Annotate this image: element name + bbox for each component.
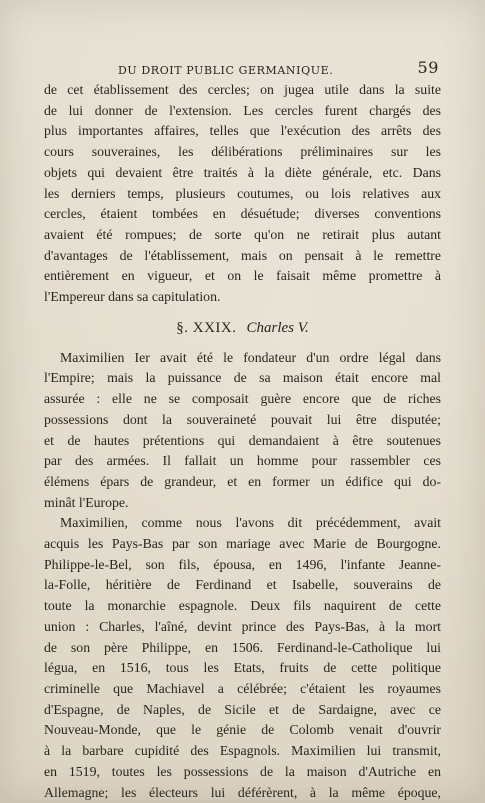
text-line: d'avantages de l'établissement, mais on pensait à le remettre [44, 246, 441, 267]
text-line: objets qui devaient être traités à la diète générale, etc. Dans [44, 163, 441, 184]
text-line: Maximilien Ier avait été le fondateur d'un ordre légal dans [44, 348, 441, 369]
running-head [44, 58, 441, 80]
section-number: §. XXIX. [176, 320, 236, 336]
page-number: 59 [417, 58, 439, 77]
paragraph-continuation [44, 80, 441, 308]
text-line: Maximilien, comme nous l'avons dit précédemment, avait [44, 513, 441, 534]
text-line: de lui donner de l'extension. Les cercles furent chargés des [44, 101, 441, 122]
running-title: DU DROIT PUBLIC GERMANIQUE. [118, 64, 333, 77]
text-line: légua, en 1516, tous les Etats, fruits de cette politique [44, 658, 441, 679]
text-line: de cet établissement des cercles; on jugea utile dans la suite [44, 80, 441, 101]
paragraph-maximilien-acquisitions [44, 513, 441, 803]
text-line: criminelle que Machiavel a célébrée; c'étaient les royaumes [44, 679, 441, 700]
text-line: élémens épars de grandeur, et en former un édifice qui do- [44, 472, 441, 493]
text-line: avaient été rompues; de sorte qu'on ne retirait plus autant [44, 225, 441, 246]
text-line: en 1519, toutes les possessions de la maison d'Autriche en [44, 762, 441, 783]
text-line: et de hautes prétentions qui demandaient à être soutenues [44, 431, 441, 452]
text-line: Allemagne; les électeurs lui déférèrent, à la même époque, [44, 783, 441, 803]
text-line: de son père Philippe, en 1506. Ferdinand-le-Catholique lui [44, 638, 441, 659]
text-line: les derniers temps, plusieurs coutumes, ou lois relatives aux [44, 184, 441, 205]
text-line: entièrement en vigueur, et on le faisait même promettre à [44, 266, 441, 287]
text-line: par des armées. Il fallait un homme pour rassembler ces [44, 451, 441, 472]
section-title: Charles V. [247, 320, 309, 336]
text-line: union : Charles, l'aîné, devint prince des Pays-Bas, à la mort [44, 617, 441, 638]
text-line: l'Empereur dans sa capitulation. [44, 287, 441, 308]
text-line: Philippe-le-Bel, son fils, épousa, en 1496, l'infante Jeanne- [44, 555, 441, 576]
text-line: possessions dont la souveraineté pouvait lui être disputée; [44, 410, 441, 431]
section-heading [44, 318, 441, 338]
text-line: plus importantes affaires, telles que l'exécution des arrêts des [44, 121, 441, 142]
text-line: d'Espagne, de Naples, de Sicile et de Sardaigne, avec ce [44, 700, 441, 721]
text-line: minât l'Europe. [44, 493, 441, 514]
text-line: à la barbare cupidité des Espagnols. Maximilien lui transmit, [44, 741, 441, 762]
body-text [44, 80, 441, 803]
text-line: cours souveraines, les délibérations préliminaires sur les [44, 142, 441, 163]
text-line: Nouveau-Monde, que le génie de Colomb venait d'ouvrir [44, 720, 441, 741]
text-line: toute la monarchie espagnole. Deux fils naquirent de cette [44, 596, 441, 617]
text-line: acquis les Pays-Bas par son mariage avec Marie de Bourgogne. [44, 534, 441, 555]
text-line: assurée : elle ne se composait guère encore que de riches [44, 389, 441, 410]
paragraph-maximilien-order [44, 348, 441, 514]
text-line: l'Empire; mais la puissance de sa maison était encore mal [44, 368, 441, 389]
text-line: la-Folle, héritière de Ferdinand et Isabelle, souverains de [44, 575, 441, 596]
text-line: cercles, étaient tombées en désuétude; diverses conventions [44, 204, 441, 225]
